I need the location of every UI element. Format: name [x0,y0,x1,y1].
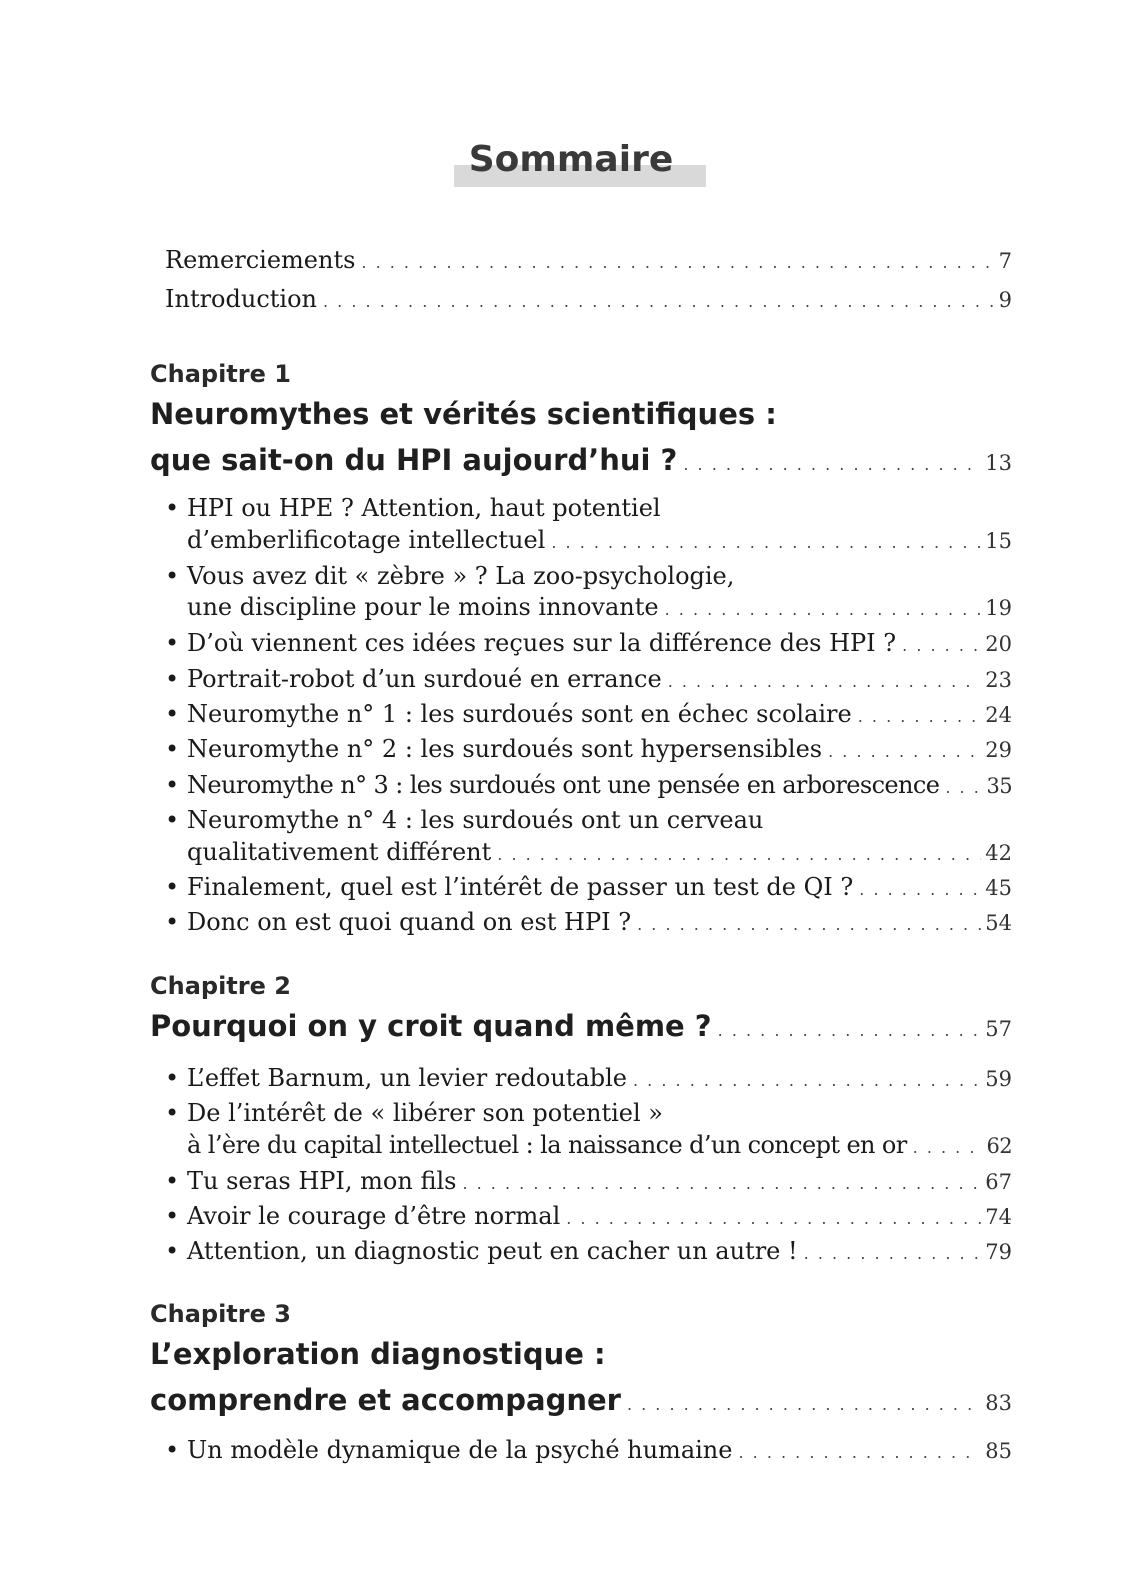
section-title-line: • D’où viennent ces idées reçues sur la différence des HPI ? [187,629,897,657]
dot-leader [551,527,981,559]
chapter-label: Chapitre 3 [150,1300,291,1328]
chapter-title-line: comprendre et accompagner [150,1383,621,1417]
toc-page-number: 13 [985,451,1012,475]
toc-entry-section[interactable] [187,591,1012,626]
dot-leader [361,247,994,279]
chapter-label: Chapitre 2 [150,972,291,1000]
toc-entry-section[interactable] [187,769,1012,804]
toc-page-number: 29 [985,738,1012,762]
section-title-line: d’emberlificotage intellectuel [187,526,546,554]
dot-leader [718,1015,982,1047]
section-title-line: • L’effet Barnum, un levier redoutable [187,1064,627,1092]
toc-entry-section[interactable] [187,1235,1012,1270]
chapter-title-line: Pourquoi on y croit quand même ? [150,1009,712,1043]
toc-page-number: 20 [985,632,1012,656]
toc-entry-section[interactable] [187,871,1012,906]
toc-entry-chapter-3[interactable] [150,1384,1012,1421]
toc-page-number: 79 [985,1240,1012,1264]
chapter-label: Chapitre 1 [150,360,291,388]
dot-leader [683,449,981,481]
toc-page-number: 42 [985,841,1012,865]
dot-leader [804,1238,982,1270]
page-title: Sommaire [468,139,674,180]
dot-leader [323,286,995,318]
chapter-title-line: L’exploration diagnostique : [150,1337,606,1371]
section-title-line: • Un modèle dynamique de la psyché humaine [187,1436,733,1464]
section-title-line: • Portrait-robot d’un surdoué en errance [187,665,662,693]
toc-entry-section[interactable] [187,627,1012,662]
toc-entry-section[interactable] [187,524,1012,559]
dot-leader [945,772,982,804]
section-title-line: à l’ère du capital intellectuel : la naissance d’un concept en or [187,1131,907,1159]
toc-page-number: 23 [985,668,1012,692]
toc-page-number: 24 [985,703,1012,727]
section-title-line: • Avoir le courage d’être normal [187,1202,561,1230]
toc-entry-section[interactable] [187,1200,1012,1235]
toc-page-number: 85 [985,1439,1012,1463]
dot-leader [627,1389,981,1421]
toc-page-number: 74 [985,1205,1012,1229]
toc-entry-section[interactable] [187,1062,1012,1097]
toc-page-number: 9 [998,288,1012,312]
toc-page-number: 15 [985,529,1012,553]
toc-entry-introduction[interactable] [165,283,1012,318]
toc-entry-section[interactable] [187,1129,1012,1164]
toc-entry-section[interactable] [187,663,1012,698]
dot-leader [462,1168,981,1200]
dot-leader [665,594,982,626]
section-title-line: • Finalement, quel est l’intérêt de passer un test de QI ? [187,873,854,901]
section-title-line: une discipline pour le moins innovante [187,593,659,621]
toc-page-number: 45 [985,876,1012,900]
toc-entry-section[interactable] [187,906,1012,941]
toc-page-number: 57 [985,1017,1012,1041]
toc-page-number: 54 [985,911,1012,935]
dot-leader [566,1203,981,1235]
toc-page-number: 83 [985,1391,1012,1415]
dot-leader [902,630,981,662]
toc-entry-section[interactable] [187,1165,1012,1200]
section-title-line: qualitativement différent [187,838,492,866]
section-title-line: • HPI ou HPE ? Attention, haut potentiel [187,492,661,524]
toc-page-number: 19 [985,596,1012,620]
dot-leader [913,1132,983,1164]
section-title-line: • Tu seras HPI, mon fils [187,1167,457,1195]
dot-leader [738,1437,981,1469]
section-title-line: • Donc on est quoi quand on est HPI ? [187,908,632,936]
toc-entry-section[interactable] [187,733,1012,768]
dot-leader [497,839,981,871]
dot-leader [637,909,981,941]
toc-page-number: 59 [985,1067,1012,1091]
chapter-title-line: que sait-on du HPI aujourd’hui ? [150,443,678,477]
dot-leader [859,874,981,906]
section-title-line: • Neuromythe n° 1 : les surdoués sont en échec scolaire [187,700,852,728]
section-title-line: • Neuromythe n° 3 : les surdoués ont une pensée en arborescence [187,771,940,799]
toc-entry-chapter-2[interactable] [150,1010,1012,1047]
toc-entry-section[interactable] [187,836,1012,871]
dot-leader [828,736,981,768]
section-title-line: • De l’intérêt de « libérer son potentiel » [187,1097,663,1129]
section-title-line: • Neuromythe n° 2 : les surdoués sont hypersensibles [187,735,823,763]
toc-entry-section[interactable] [187,1434,1012,1469]
toc-page-number: 67 [985,1170,1012,1194]
toc-page-number: 62 [986,1134,1012,1158]
dot-leader [633,1065,981,1097]
section-title-line: • Attention, un diagnostic peut en cacher un autre ! [187,1237,798,1265]
dot-leader [668,666,982,698]
title-block [0,138,1142,198]
toc-page-number: 7 [998,249,1012,273]
dot-leader [858,701,982,733]
section-title-line: • Vous avez dit « zèbre » ? La zoo-psychologie, [187,560,734,592]
toc-entry-label: Remerciements [165,246,356,274]
toc-entry-remerciements[interactable] [165,244,1012,279]
toc-page-number: 35 [986,774,1012,798]
chapter-title-line: Neuromythes et vérités scientifiques : [150,397,777,431]
toc-entry-section[interactable] [187,698,1012,733]
section-title-line: • Neuromythe n° 4 : les surdoués ont un cerveau [187,804,763,836]
toc-entry-label: Introduction [165,285,317,313]
toc-entry-chapter-1[interactable] [150,444,1012,481]
